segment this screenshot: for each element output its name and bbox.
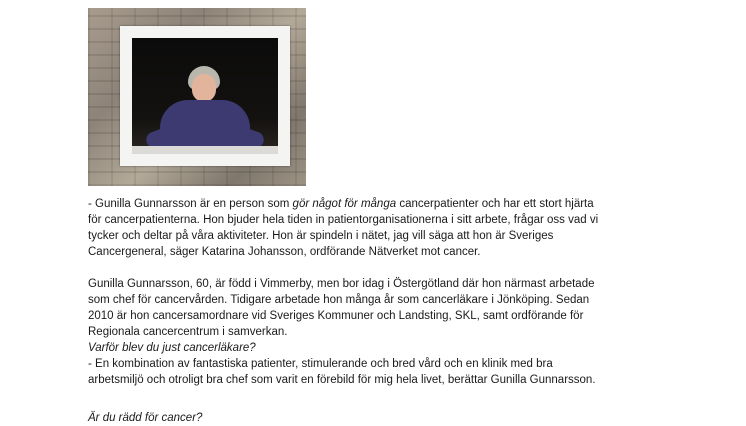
window-opening (132, 38, 278, 154)
quote-line-3: tycker och deltar på våra aktiviteter. Hon är spindeln i nätet, jag vill säga att hon är Sveriges (88, 230, 554, 242)
bio-line-4: Regionala cancercentrum i samverkan. (88, 326, 288, 338)
window-frame (120, 26, 290, 166)
answer-1-line-1: - En kombination av fantastiska patienter, stimulerande och bred vård och en klinik med bra (88, 358, 553, 370)
bio-line-2: som chef för cancervården. Tidigare arbetade hon många år som cancerläkare i Jönköping. Sedan (88, 294, 590, 306)
quote-paragraph-line (88, 196, 688, 212)
article-body (88, 196, 688, 388)
answer-1-line-2: arbetsmiljö och otroligt bra chef som varit en förebild för mig hela livet, berättar Gunilla Gunnarsson. (88, 374, 596, 386)
question-1 (88, 340, 688, 356)
person-face (192, 74, 216, 102)
bio-line-1: Gunilla Gunnarsson, 60, är född i Vimmerby, men bor idag i Östergötland där hon närmast arbetade (88, 278, 595, 290)
question-2-partial: Är du rädd för cancer? (88, 412, 203, 424)
quote-line-4: Cancergeneral, säger Katarina Johansson, ordförande Nätverket mot cancer. (88, 246, 481, 258)
quote-end: cancerpatienter och har ett stort hjärta (396, 198, 594, 210)
quote-line-2: för cancerpatienterna. Hon bjuder hela tiden in patientorganisationerna i sitt arbete, frågar oss vad vi (88, 214, 599, 226)
bio-line-3: 2010 är hon cancersamordnare vid Sveriges Kommuner och Landsting, SKL, samt ordförande för (88, 310, 584, 322)
quote-start: - Gunilla Gunnarsson är en person som (88, 198, 293, 210)
quote-emphasis: gör något för många (292, 198, 397, 210)
portrait-photo (88, 8, 306, 186)
window-sill (132, 146, 278, 154)
question-1-text: Varför blev du just cancerläkare? (88, 342, 256, 354)
